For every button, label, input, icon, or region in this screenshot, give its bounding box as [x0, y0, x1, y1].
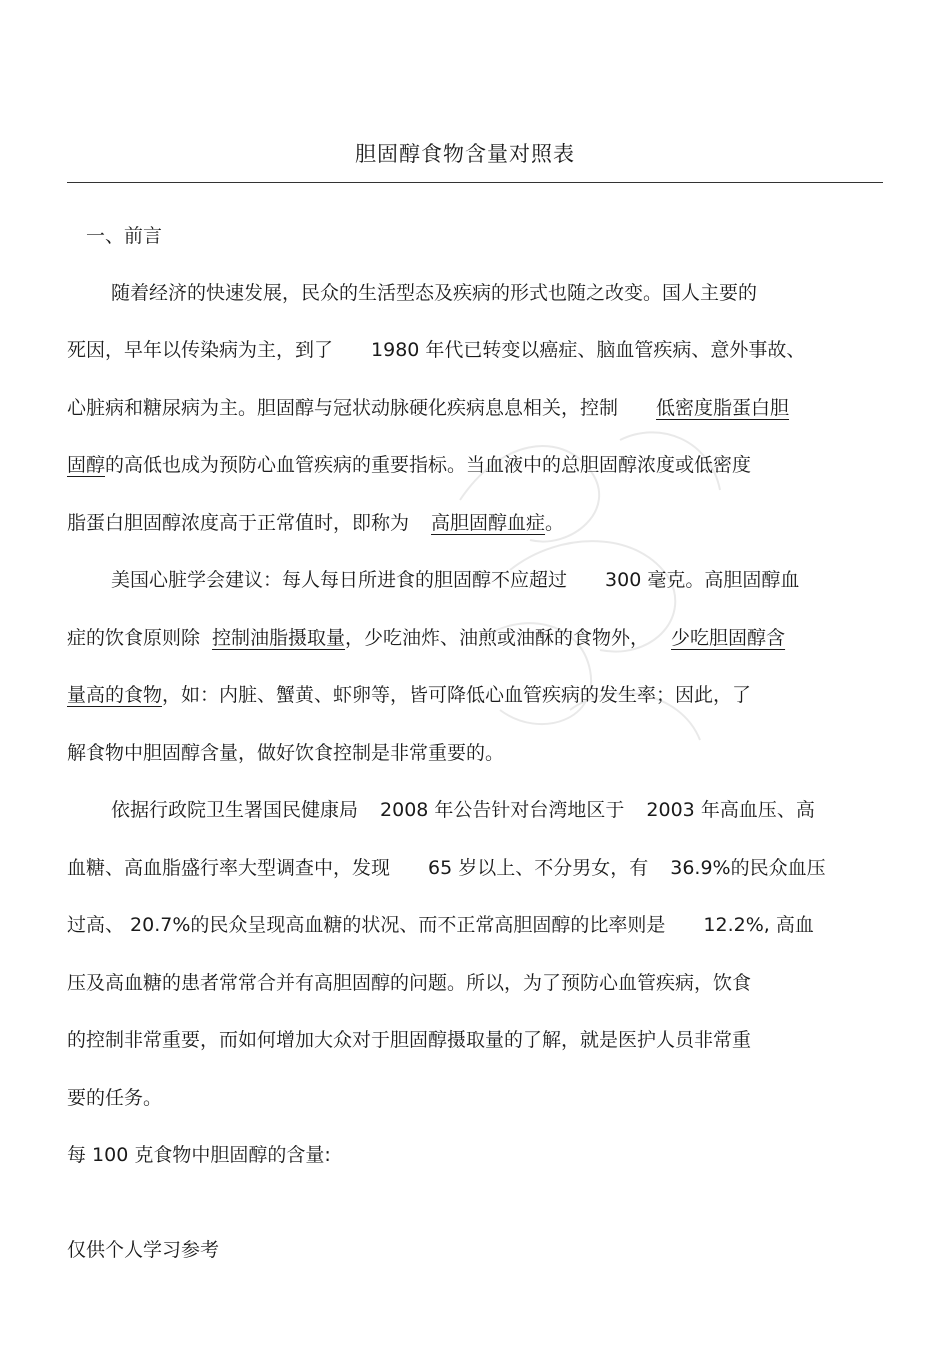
underlined-term-ldl-cont: 固醇 [67, 454, 106, 476]
p3-line2-b: 65 岁以上、不分男女，有 [428, 857, 649, 879]
p2-line2-a: 症的饮食原则除 [67, 627, 201, 649]
p1-line3 [67, 396, 789, 420]
p1-line5-a: 脂蛋白胆固醇浓度高于正常值时，即称为 [67, 512, 410, 534]
underlined-term-ldl: 低密度脂蛋白胆 [656, 397, 790, 419]
p1-line4 [67, 453, 751, 477]
p2-line3 [67, 683, 751, 707]
p3-line1-b: 2008 年公告针对台湾地区于 [380, 799, 625, 821]
p1-line2-a: 死因，早年以传染病为主，到了 [67, 339, 334, 361]
p1-line3-a: 心脏病和糖尿病为主。胆固醇与冠状动脉硬化疾病息息相关，控制 [67, 397, 619, 419]
p1-line5 [67, 511, 564, 535]
underlined-term-fat-control: 控制油脂摄取量 [212, 627, 346, 649]
p2-line1-b: 300 毫克。高胆固醇血 [605, 569, 800, 591]
section-heading: 一、前言 [86, 225, 163, 247]
p3-line2 [67, 856, 826, 880]
p3-line1 [111, 798, 815, 822]
p1-line1: 随着经济的快速发展，民众的生活型态及疾病的形式也随之改变。国人主要的 [111, 282, 758, 304]
table-intro: 每 100 克食物中胆固醇的含量: [67, 1144, 331, 1166]
p1-line5-b: 。 [545, 512, 565, 534]
p3-line2-a: 血糖、高血脂盛行率大型调查中，发现 [67, 857, 391, 879]
footer-note: 仅供个人学习参考 [67, 1239, 220, 1261]
title-divider [67, 182, 883, 183]
p3-line6: 要的任务。 [67, 1087, 163, 1109]
underlined-term-hypercholesterolemia: 高胆固醇血症 [431, 512, 546, 534]
p3-line5: 的控制非常重要，而如何增加大众对于胆固醇摄取量的了解，就是医护人员非常重 [67, 1029, 752, 1051]
p2-line1-a: 美国心脏学会建议：每人每日所进食的胆固醇不应超过 [111, 569, 568, 591]
underlined-term-high-content-food: 量高的食物 [67, 684, 163, 706]
p3-line2-c: 36.9%的民众血压 [670, 857, 826, 879]
underlined-term-less-cholesterol: 少吃胆固醇含 [671, 627, 786, 649]
p3-line1-c: 2003 年高血压、高 [646, 799, 815, 821]
p3-line3 [67, 913, 814, 937]
p2-line1 [111, 568, 799, 592]
p2-line4: 解食物中胆固醇含量，做好饮食控制是非常重要的。 [67, 742, 505, 764]
p2-line2-b: ，少吃油炸、油煎或油酥的食物外， [345, 627, 650, 649]
p2-line2 [67, 626, 785, 650]
p1-line2 [67, 338, 805, 362]
p3-line3-b: 12.2%, 高血 [703, 914, 814, 936]
page-title: 胆固醇食物含量对照表 [355, 142, 575, 166]
p2-line3-b: ，如：内脏、蟹黄、虾卵等，皆可降低心血管疾病的发生率；因此，了 [162, 684, 752, 706]
p3-line4: 压及高血糖的患者常常合并有高胆固醇的问题。所以，为了预防心血管疾病，饮食 [67, 972, 752, 994]
p3-line3-a: 过高、 20.7%的民众呈现高血糖的状况、而不正常高胆固醇的比率则是 [67, 914, 666, 936]
p1-line2-b: 1980 年代已转变以癌症、脑血管疾病、意外事故、 [371, 339, 806, 361]
p1-line4-b: 的高低也成为预防心血管疾病的重要指标。当血液中的总胆固醇浓度或低密度 [105, 454, 752, 476]
p3-line1-a: 依据行政院卫生署国民健康局 [111, 799, 359, 821]
